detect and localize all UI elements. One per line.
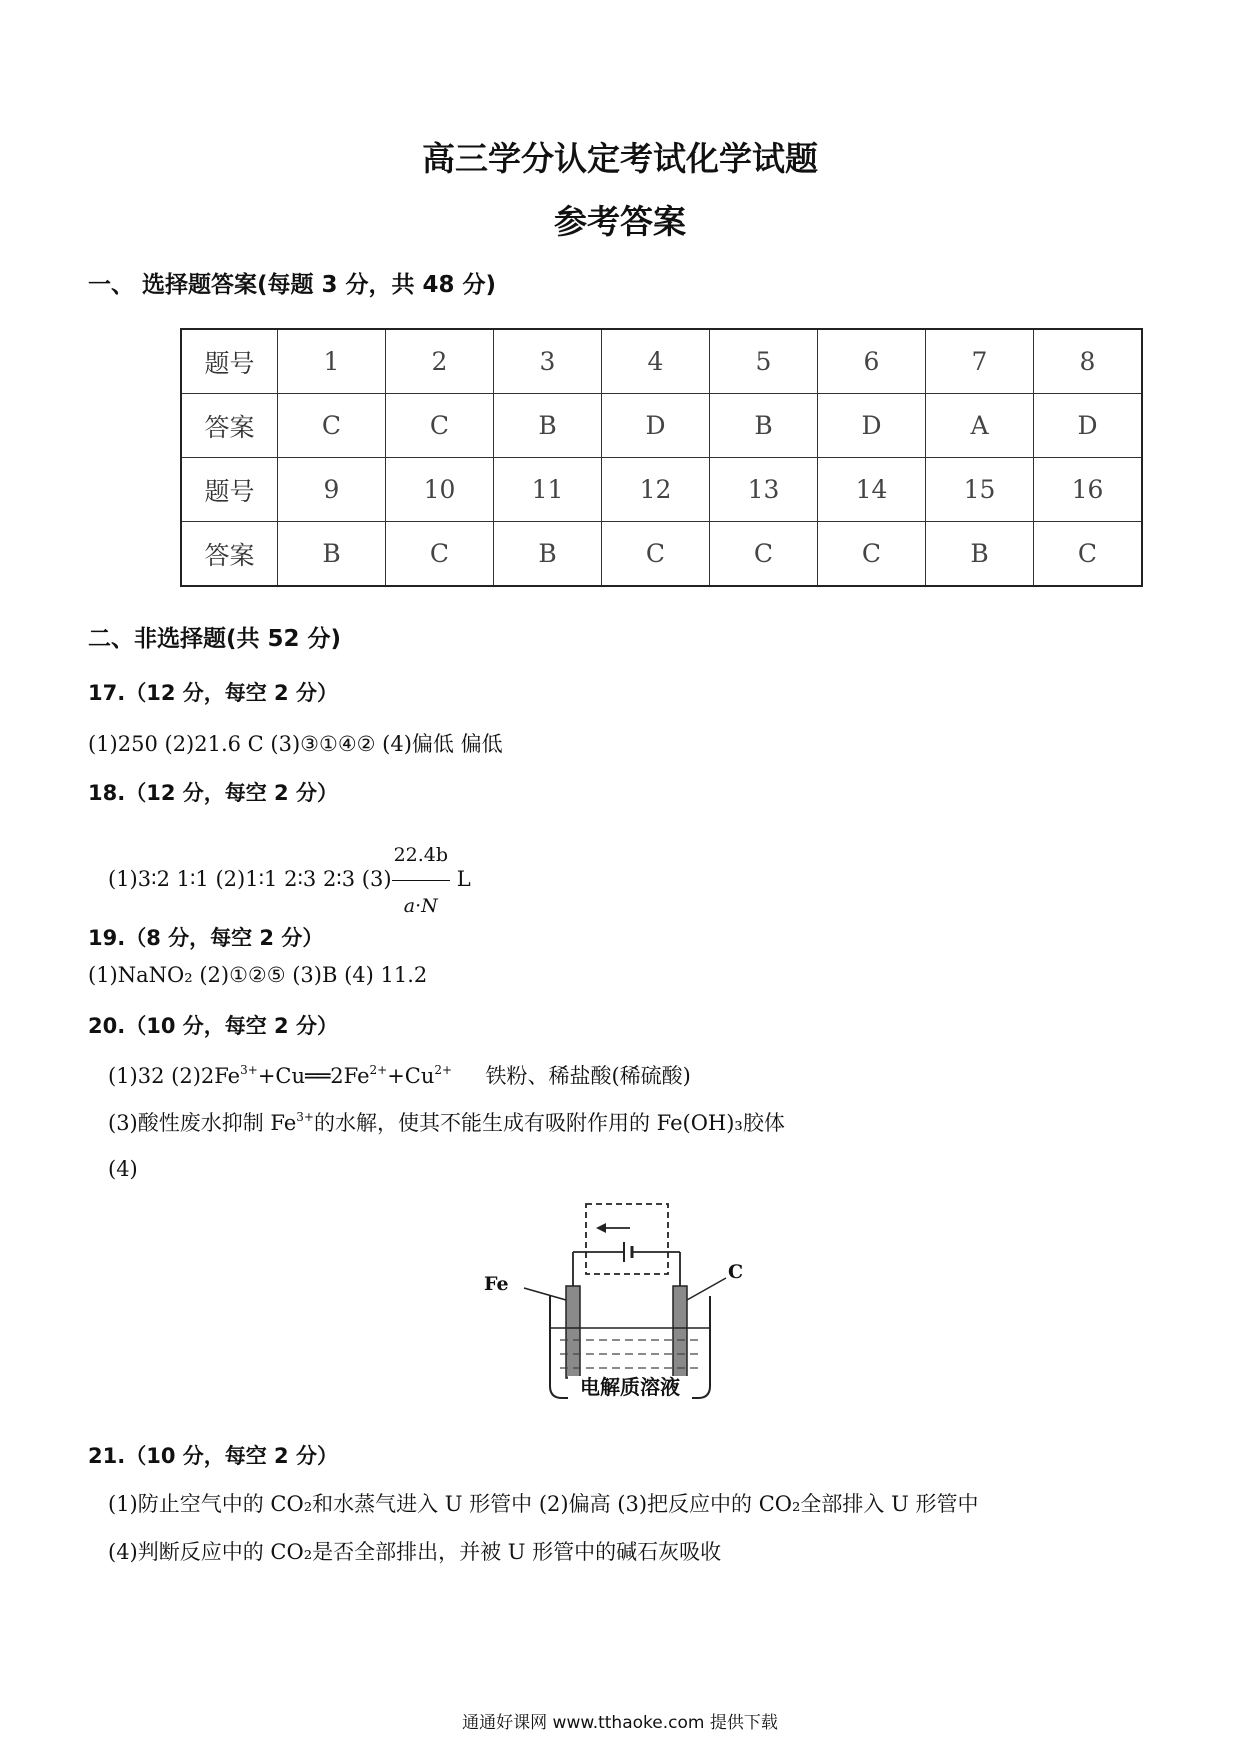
answer-cell: C [278,394,386,458]
q18-answer [108,830,471,931]
dashed-power-box [586,1204,668,1274]
q18-fraction-denominator: a·N [403,895,438,917]
question-number-cell: 8 [1034,329,1143,394]
section2-heading: 二、非选择题(共 52 分) [88,626,342,652]
answer-cell: D [818,394,926,458]
q20-l1-b: +Cu══2Fe [257,1064,370,1088]
c-electrode [673,1286,687,1378]
q21-answer-line1: (1)防止空气中的 CO₂和水蒸气进入 U 形管中 (2)偏高 (3)把反应中的 CO₂全部排入 U 形管中 [108,1492,979,1516]
q20-l2-b: 的水解，使其不能生成有吸附作用的 Fe(OH)₃胶体 [313,1111,785,1135]
footer: 通通好课网 www.tthaoke.com 提供下载 [462,1713,778,1733]
answer-cell: C [386,522,494,587]
fe-leader-line [524,1288,566,1300]
q19-answer: (1)NaNO₂ (2)①②⑤ (3)B (4) 11.2 [88,963,428,987]
answer-cell: B [494,522,602,587]
q20-answer-line1 [108,1060,691,1090]
question-number-cell: 10 [386,458,494,522]
answer-row [181,394,1142,458]
answer-cell: D [1034,394,1143,458]
question-number-cell: 9 [278,458,386,522]
question-number-cell: 1 [278,329,386,394]
q20-answer-line2 [108,1107,785,1137]
answer-cell: C [386,394,494,458]
q21-answer-line2: (4)判断反应中的 CO₂是否全部排出，并被 U 形管中的碱石灰吸收 [108,1540,722,1564]
q20-answer-line3: (4) [108,1157,138,1181]
solution-label: 电解质溶液 [580,1375,680,1399]
q18-answer-text: (1)3∶2 1∶1 (2)1∶1 2∶3 2∶3 (3) [108,867,392,891]
answer-cell: A [926,394,1034,458]
electrolysis-diagram [470,1190,770,1400]
current-arrow-head [596,1223,606,1233]
c-leader-line [687,1278,726,1300]
answer-cell: B [710,394,818,458]
question-number-row [181,458,1142,522]
q18-fraction-numerator: 22.4b [392,830,450,881]
q20-sup3: 2+ [434,1063,453,1077]
q18-fraction [392,830,450,931]
q20-sup4: 3+ [296,1110,314,1124]
answer-cell: D [602,394,710,458]
fe-label: Fe [484,1273,509,1295]
q20-l2-a: (3)酸性废水抑制 Fe [108,1111,297,1135]
fe-electrode [566,1286,580,1378]
question-number-cell: 2 [386,329,494,394]
question-number-cell: 16 [1034,458,1143,522]
question-number-cell: 14 [818,458,926,522]
question-number-cell: 3 [494,329,602,394]
page-title: 高三学分认定考试化学试题 [422,139,818,178]
q18-unit: L [456,867,471,891]
question-number-row-label: 题号 [181,458,278,522]
q20-sup1: 3+ [240,1063,258,1077]
question-number-row-label: 题号 [181,329,278,394]
question-number-cell: 12 [602,458,710,522]
q20-l1-c: +Cu [387,1064,435,1088]
answer-table [180,328,1143,587]
question-number-cell: 7 [926,329,1034,394]
section1-heading: 一、 选择题答案(每题 3 分，共 48 分) [88,272,497,298]
answer-cell: B [278,522,386,587]
answer-cell: B [494,394,602,458]
answer-cell: C [1034,522,1143,587]
question-number-cell: 4 [602,329,710,394]
q19-heading: 19.（8 分，每空 2 分） [88,926,324,950]
question-number-row [181,329,1142,394]
question-number-cell: 13 [710,458,818,522]
question-number-cell: 11 [494,458,602,522]
answer-cell: B [926,522,1034,587]
q20-sup2: 2+ [369,1063,388,1077]
answer-cell: C [602,522,710,587]
q17-heading: 17.（12 分，每空 2 分） [88,681,338,705]
answer-row-label: 答案 [181,394,278,458]
answer-cell: C [710,522,818,587]
question-number-cell: 5 [710,329,818,394]
q20-l1-a: (1)32 (2)2Fe [108,1064,241,1088]
c-label: C [728,1261,744,1283]
question-number-cell: 15 [926,458,1034,522]
q20-heading: 20.（10 分，每空 2 分） [88,1014,338,1038]
answer-row-label: 答案 [181,522,278,587]
q18-heading: 18.（12 分，每空 2 分） [88,781,338,805]
answer-cell: C [818,522,926,587]
page-subtitle: 参考答案 [554,202,686,241]
q20-l1-d: 铁粉、稀盐酸(稀硫酸) [452,1064,691,1088]
answer-row [181,522,1142,587]
question-number-cell: 6 [818,329,926,394]
q21-heading: 21.（10 分，每空 2 分） [88,1444,338,1468]
q17-answer: (1)250 (2)21.6 C (3)③①④② (4)偏低 偏低 [88,732,503,756]
